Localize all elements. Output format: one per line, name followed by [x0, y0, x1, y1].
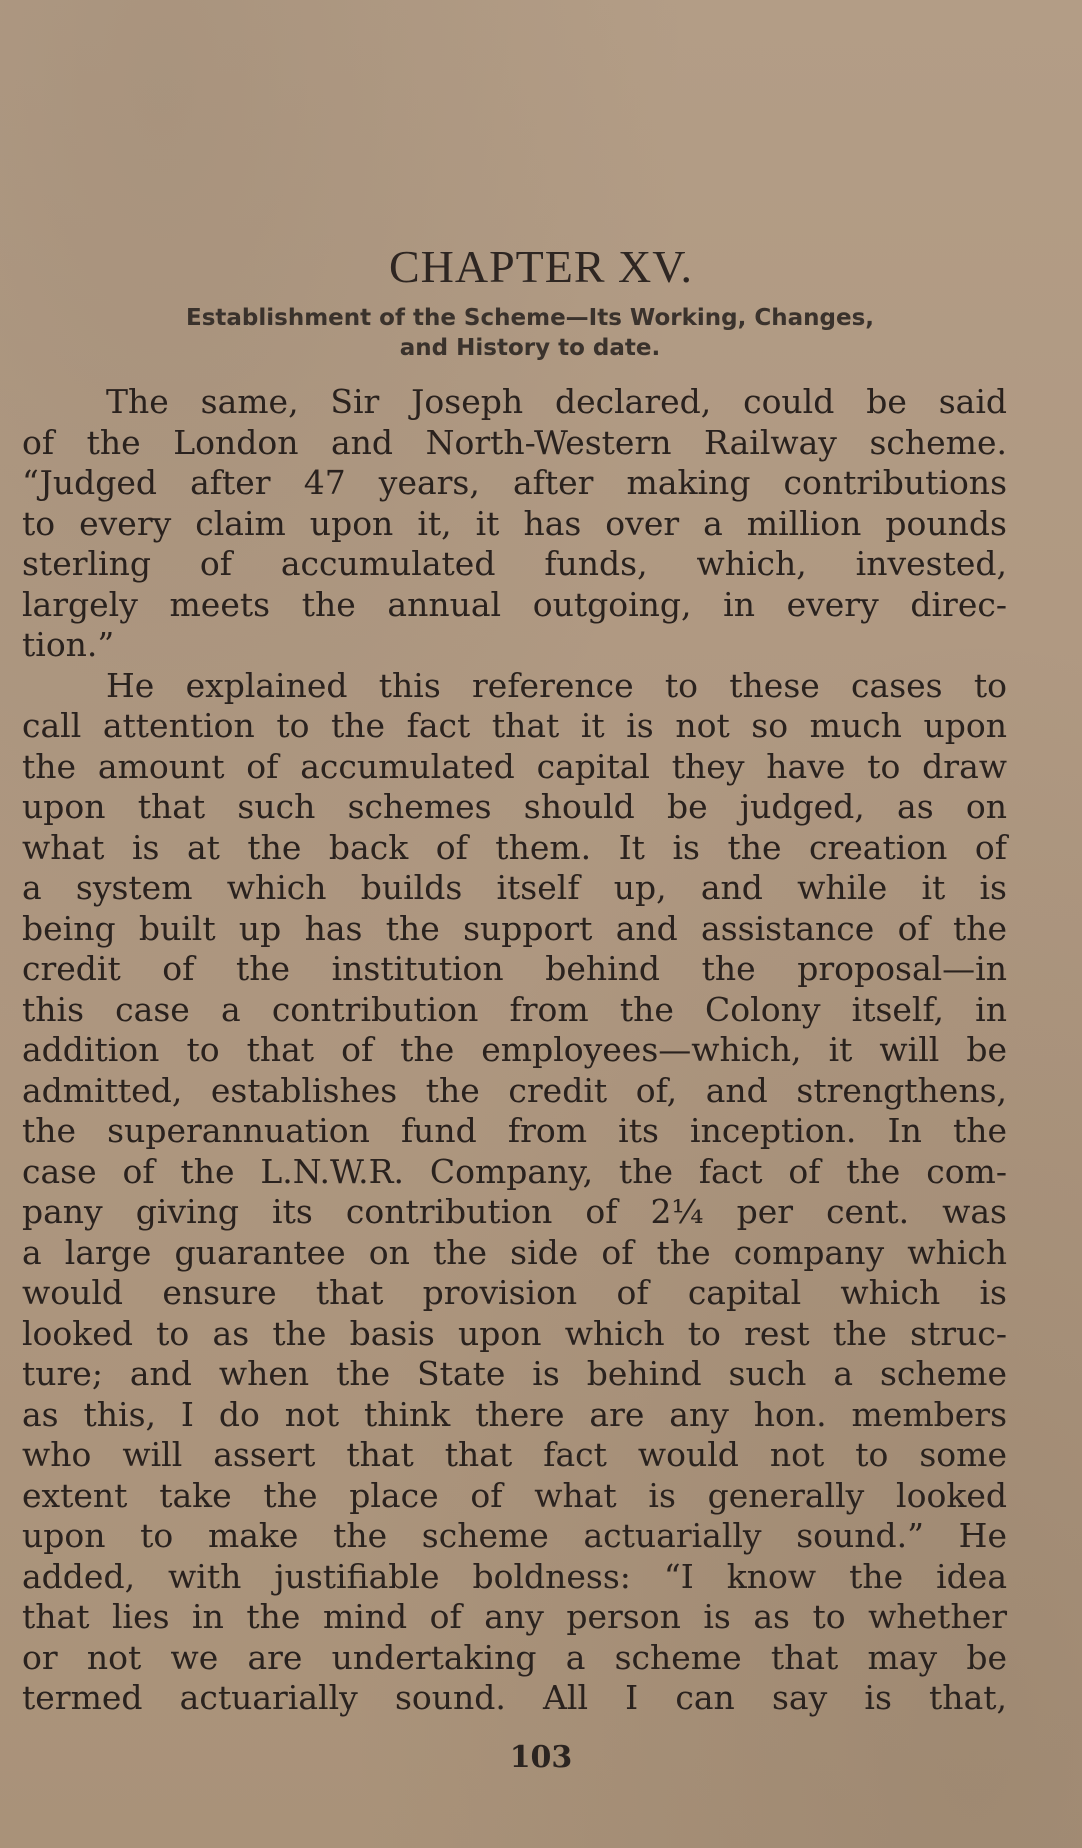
text-line: call attention to the fact that it is not so much upon: [22, 706, 1007, 745]
text-line: of the London and North-Western Railway scheme.: [22, 422, 1007, 462]
chapter-title: CHAPTER XV.: [388, 241, 694, 292]
text-line: upon to make the scheme actuarially sound.” He: [22, 1516, 1007, 1555]
chapter-subtitle: [130, 303, 930, 363]
subtitle-line: Establishment of the Scheme—Its Working, Changes,: [185, 305, 875, 331]
text-line: addition to that of the employees—which, it will be: [22, 1030, 1007, 1069]
text-line: pany giving its contribution of 2¼ per cent. was: [22, 1192, 1007, 1231]
text-line: sterling of accumulated funds, which, invested,: [22, 544, 1007, 583]
text-line: being built up has the support and assistance of the: [22, 908, 1007, 948]
text-line: credit of the institution behind the proposal—in: [22, 949, 1007, 988]
text-line: He explained this reference to these cases to: [106, 665, 1007, 705]
text-line: largely meets the annual outgoing, in every direc-: [22, 584, 1007, 624]
page-number: 103: [509, 1740, 573, 1775]
text-line: The same, Sir Joseph declared, could be said: [106, 382, 1007, 421]
text-line: termed actuarially sound. All I can say is that,: [22, 1678, 1007, 1717]
text-line: case of the L.N.W.R. Company, the fact of the com-: [22, 1151, 1007, 1191]
text-line: who will assert that that fact would not to some: [22, 1435, 1007, 1474]
text-line: the amount of accumulated capital they have to draw: [22, 746, 1007, 786]
text-line: the superannuation fund from its inception. In the: [22, 1111, 1007, 1150]
text-line: a system which builds itself up, and while it is: [22, 868, 1007, 907]
text-line: upon that such schemes should be judged, as on: [22, 787, 1007, 826]
text-line: or not we are undertaking a scheme that may be: [22, 1637, 1007, 1677]
text-line: this case a contribution from the Colony itself, in: [22, 989, 1007, 1029]
text-line: a large guarantee on the side of the company which: [22, 1232, 1007, 1272]
subtitle-line: and History to date.: [399, 335, 661, 361]
text-line: would ensure that provision of capital which is: [22, 1273, 1007, 1312]
body-text: [22, 382, 1007, 1719]
text-line: tion.”: [22, 625, 115, 664]
text-line: ture; and when the State is behind such a scheme: [22, 1354, 1007, 1393]
text-line: looked to as the basis upon which to rest the struc-: [22, 1313, 1007, 1353]
text-line: added, with justifiable boldness: “I know the idea: [22, 1556, 1007, 1596]
text-line: “Judged after 47 years, after making contributions: [22, 463, 1007, 502]
text-line: what is at the back of them. It is the creation of: [22, 827, 1007, 867]
text-line: as this, I do not think there are any hon. members: [22, 1394, 1007, 1434]
text-line: extent take the place of what is generally looked: [22, 1475, 1007, 1515]
text-line: to every claim upon it, it has over a million pounds: [22, 503, 1007, 543]
text-line: admitted, establishes the credit of, and strengthens,: [22, 1070, 1007, 1110]
text-line: that lies in the mind of any person is as to whether: [22, 1597, 1007, 1636]
